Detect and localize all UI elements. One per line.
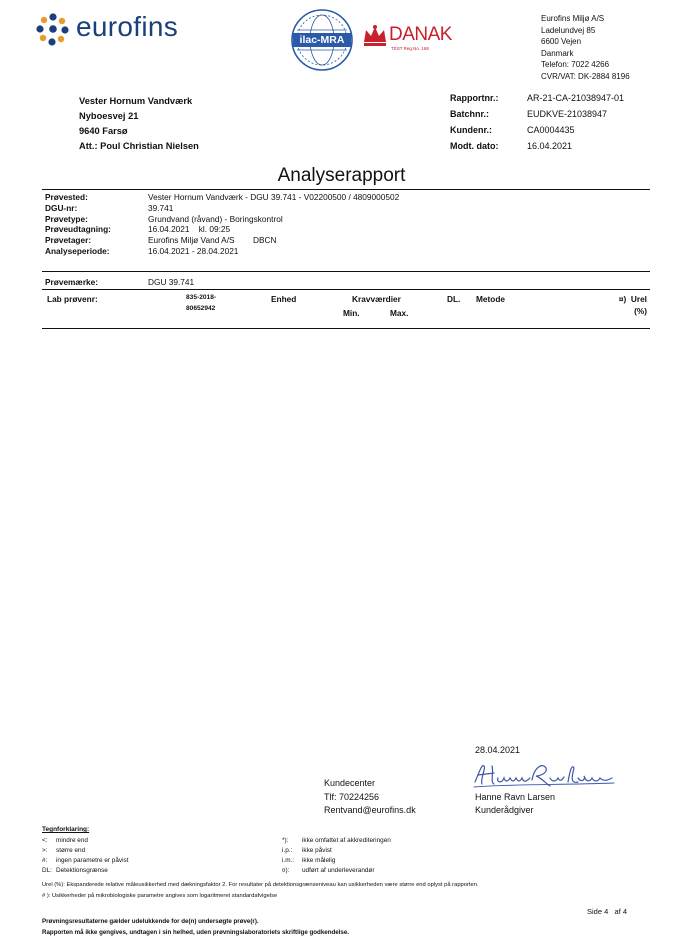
- customer-line: 9640 Farsø: [79, 126, 128, 136]
- meta-label: Kundenr.:: [450, 125, 492, 135]
- customer-center-line: Kundecenter: [324, 778, 376, 788]
- legend-text: ikke omfattet af akkrediteringen: [302, 837, 391, 844]
- column-urel-unit: (%): [634, 306, 647, 316]
- address-line: Ladelundvej 85: [541, 25, 596, 35]
- divider: [42, 189, 650, 190]
- info-value: Vester Hornum Vandværk - DGU 39.741 - V02200500 / 4809000502: [148, 192, 400, 202]
- info-label: DGU-nr:: [45, 202, 78, 213]
- divider: [42, 289, 650, 290]
- signature-date: 28.04.2021: [475, 745, 521, 755]
- legend-text: ikke påvist: [302, 847, 332, 854]
- customer-center-line: Tlf: 70224256: [324, 791, 380, 802]
- page-number: Side 4 af 4: [587, 907, 628, 916]
- column-max: Max.: [390, 308, 409, 318]
- meta-label: Modt. dato:: [450, 141, 499, 151]
- address-line: 6600 Vejen: [541, 37, 582, 47]
- info-value: 39.741: [148, 202, 174, 213]
- ilac-mra-logo: [289, 8, 355, 72]
- info-label: Prøvetager:: [45, 235, 92, 246]
- danak-logo: [362, 22, 458, 54]
- address-line: Telefon: 7022 4266: [541, 60, 610, 70]
- legend-symbol: DL:: [42, 867, 52, 874]
- legend-text: Detektionsgrænse: [56, 867, 108, 874]
- address-line: Danmark: [541, 48, 574, 58]
- info-value: Grundvand (råvand) - Boringskontrol: [148, 213, 283, 224]
- column-dl: DL.: [447, 294, 461, 304]
- urel-note: Urel (%): Ekspanderede relative måleusikkerhed med dækningsfaktor 2. For resultater på detektionsgrænseniveau kan usikkerheden være større end oplyst på rapporten.: [42, 882, 479, 888]
- legend-symbol: ¤):: [282, 867, 290, 874]
- legend-text: mindre end: [56, 837, 88, 844]
- info-label: Prøveudtagning:: [45, 224, 111, 235]
- info-value: 16.04.2021 kl. 09:25: [148, 224, 231, 235]
- sample-number-line: 835-2018-: [186, 294, 217, 301]
- legend-right: [282, 836, 522, 876]
- legend-text: udført af underleverandør: [302, 867, 375, 874]
- customer-address: [79, 94, 199, 154]
- legend-symbol: *):: [282, 837, 289, 844]
- meta-value: AR-21-CA-21038947-01: [527, 93, 625, 103]
- eurofins-wordmark: eurofins: [76, 11, 179, 42]
- meta-label: Rapportnr.:: [450, 93, 499, 103]
- sample-info: [45, 192, 645, 257]
- address-line: Eurofins Miljø A/S: [541, 14, 605, 23]
- meta-value: CA0004435: [527, 125, 575, 135]
- danak-wordmark: DANAK: [389, 24, 452, 45]
- info-label: Analyseperiode:: [45, 245, 110, 256]
- signatory-role: Kunderådgiver: [475, 805, 534, 815]
- column-urel: ¤) Urel: [618, 294, 647, 304]
- sample-mark-row: [45, 277, 645, 289]
- divider: [42, 271, 650, 272]
- results-table-header: [42, 292, 650, 322]
- info-label: Prøvested:: [45, 192, 88, 202]
- meta-value: EUDKVE-21038947: [527, 109, 608, 119]
- legend-symbol: >:: [42, 847, 48, 854]
- column-unit: Enhed: [271, 294, 297, 304]
- address-line: CVR/VAT: DK-2884 8196: [541, 71, 630, 81]
- legend-symbol: <:: [42, 837, 48, 844]
- meta-value: 16.04.2021: [527, 141, 573, 151]
- meta-label: Batchnr.:: [450, 109, 490, 119]
- signatory-name: Hanne Ravn Larsen: [475, 792, 556, 802]
- legend-symbol: i.m.:: [282, 857, 295, 864]
- column-method: Metode: [476, 294, 506, 304]
- page-title: Analyserapport: [277, 165, 406, 186]
- legend-text: større end: [56, 847, 86, 854]
- info-value: 16.04.2021 - 28.04.2021: [148, 245, 239, 256]
- report-meta: [450, 93, 650, 157]
- info-value: Eurofins Miljø Vand A/S DBCN: [148, 235, 277, 246]
- customer-center-line: Rentvand@eurofins.dk: [324, 805, 416, 815]
- eurofins-dots-icon: [36, 12, 70, 46]
- customer-line: Att.: Poul Christian Nielsen: [79, 141, 199, 151]
- footer-line: Rapporten må ikke gengives, undtagen i sin helhed, uden prøvningslaboratoriets skriftlige godkendelse.: [42, 929, 350, 936]
- ilac-label: ilac-MRA: [299, 34, 345, 46]
- column-requirements: Kravværdier: [352, 294, 401, 304]
- legend-symbol: i.p.:: [282, 847, 293, 854]
- column-lab-nr: Lab prøvenr:: [47, 294, 98, 304]
- handwritten-signature: [472, 760, 617, 790]
- column-min: Min.: [343, 308, 360, 318]
- legend-left: [42, 836, 282, 876]
- crown-icon: [362, 24, 388, 48]
- footer-line: Prøvningsresultaterne gælder udelukkende for de(n) undersøgte prøve(r).: [42, 918, 259, 925]
- danak-reg-label: TEST Reg.No. 168: [391, 46, 429, 51]
- sample-mark-label: Prøvemærke:: [45, 277, 99, 287]
- company-address: [541, 13, 630, 83]
- signatory-block: [475, 791, 555, 817]
- micro-note: # ): Usikkerheder på mikrobiologiske parametre angives som logaritmeret standardafvigelse: [42, 893, 278, 899]
- legend-text: ikke målelig: [302, 857, 336, 864]
- legend-symbol: #:: [42, 857, 48, 864]
- customer-center: [324, 777, 416, 818]
- sample-number-line: 80652942: [186, 305, 216, 312]
- legend-text: ingen parametre er påvist: [56, 857, 129, 864]
- divider: [42, 328, 650, 329]
- customer-line: Vester Hornum Vandværk: [79, 96, 193, 106]
- sample-mark-value: DGU 39.741: [148, 277, 195, 287]
- eurofins-logo: [36, 12, 196, 48]
- customer-line: Nyboesvej 21: [79, 111, 139, 121]
- info-label: Prøvetype:: [45, 213, 88, 224]
- legend-title: Tegnforklaring:: [42, 826, 90, 833]
